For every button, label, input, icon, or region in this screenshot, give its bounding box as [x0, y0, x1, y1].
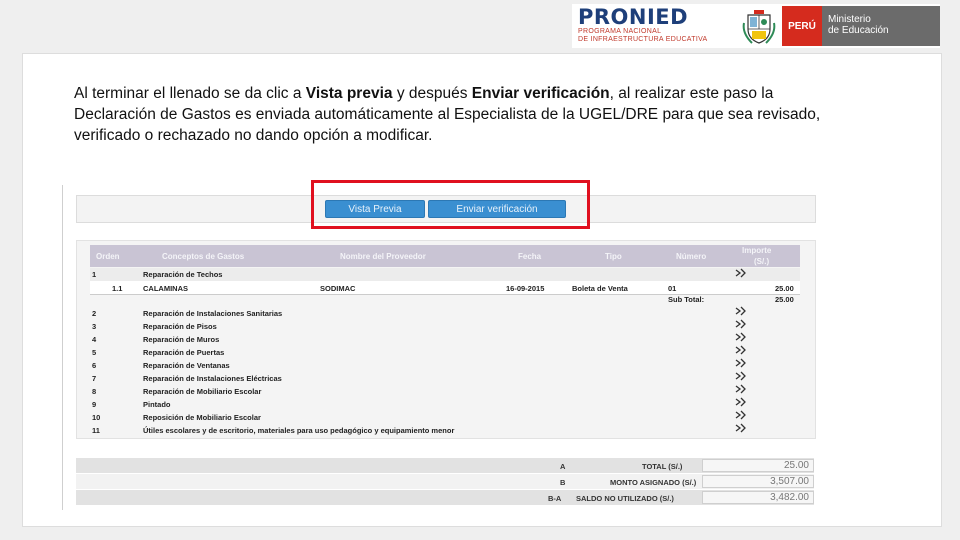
vista-previa-button[interactable]: Vista Previa: [325, 200, 425, 218]
row-orden: 10: [92, 413, 101, 422]
row-concepto: Pintado: [143, 400, 171, 409]
balance-value-field[interactable]: 3,482.00: [702, 491, 814, 504]
add-expense-icon[interactable]: [734, 268, 748, 278]
add-expense-icon[interactable]: [734, 306, 748, 316]
enviar-verificacion-button[interactable]: Enviar verificación: [428, 200, 566, 218]
instruction-part-3: , al realizar este paso la Declaración de Gastos es enviada automáticamente al Especialista de la UGEL/DRE para que sea revisado, verificado o rechazado no dando opción a modificar.: [74, 85, 821, 144]
add-expense-icon[interactable]: [734, 371, 748, 381]
assigned-label: MONTO ASIGNADO (S/.): [610, 478, 697, 487]
row-orden: 5: [92, 348, 97, 357]
header-numero: Número: [676, 252, 707, 261]
row-concepto: Reparación de Mobiliario Escolar: [143, 387, 262, 396]
logo-bar: [572, 4, 940, 48]
row-concepto: Reparación de Muros: [143, 335, 220, 344]
detail-proveedor: SODIMAC: [320, 284, 356, 293]
row-orden: 6: [92, 361, 97, 370]
detail-row: [90, 281, 800, 295]
detail-tipo: Boleta de Venta: [572, 284, 628, 293]
total-letter: A: [560, 462, 566, 471]
enviar-verificacion-emphasis: Enviar verificación: [471, 85, 610, 102]
total-value-field[interactable]: 25.00: [702, 459, 814, 472]
row-concepto: Útiles escolares y de escritorio, materiales para uso pedagógico y equipamiento menor: [143, 426, 455, 435]
header-proveedor: Nombre del Proveedor: [340, 252, 426, 261]
row-orden: 7: [92, 374, 97, 383]
subtotal-value: 25.00: [775, 295, 794, 304]
detail-importe: 25.00: [775, 284, 794, 293]
row-orden: 2: [92, 309, 97, 318]
instruction-text: [74, 83, 834, 146]
pronied-subtitle-2: DE INFRAESTRUCTURA EDUCATIVA: [578, 36, 708, 43]
balance-label: SALDO NO UTILIZADO (S/.): [576, 494, 674, 503]
row-concepto: Reposición de Mobiliario Escolar: [143, 413, 261, 422]
row-concepto: Reparación de Pisos: [143, 322, 217, 331]
row-orden: 1: [92, 270, 97, 279]
row-orden: 8: [92, 387, 97, 396]
assigned-value-field[interactable]: 3,507.00: [702, 475, 814, 488]
add-expense-icon[interactable]: [734, 397, 748, 407]
peru-label: PERÚ: [782, 6, 822, 46]
row-orden: 3: [92, 322, 97, 331]
add-expense-icon[interactable]: [734, 423, 748, 433]
row-orden: 9: [92, 400, 97, 409]
pronied-subtitle-1: PROGRAMA NACIONAL: [578, 28, 662, 35]
add-expense-icon[interactable]: [734, 332, 748, 342]
ministry-line-1: Ministerio: [828, 14, 871, 25]
highlight-box: [311, 180, 590, 229]
subtotal-label: Sub Total:: [668, 295, 705, 304]
ministry-line-2: de Educación: [828, 25, 889, 36]
ministry-label: [822, 6, 940, 46]
add-expense-icon[interactable]: [734, 345, 748, 355]
total-label: TOTAL (S/.): [642, 462, 683, 471]
peru-coat-of-arms-icon: [742, 9, 776, 45]
header-tipo: Tipo: [605, 252, 622, 261]
row-concepto: Reparación de Instalaciones Sanitarias: [143, 309, 283, 318]
pronied-brand: PRONIED: [578, 5, 689, 29]
vista-previa-emphasis: Vista previa: [305, 85, 393, 102]
detail-fecha: 16-09-2015: [506, 284, 545, 293]
header-fecha: Fecha: [518, 252, 542, 261]
detail-concepto: CALAMINAS: [143, 284, 188, 293]
row-concepto: Reparación de Instalaciones Eléctricas: [143, 374, 282, 383]
assigned-letter: B: [560, 478, 566, 487]
row-orden: 4: [92, 335, 97, 344]
detail-orden: 1.1: [112, 284, 123, 293]
add-expense-icon[interactable]: [734, 384, 748, 394]
instruction-part-1: Al terminar el llenado se da clic a: [74, 85, 306, 102]
row-orden: 11: [92, 426, 100, 435]
header-importe-unit: (S/.): [754, 257, 770, 266]
header-orden: Orden: [96, 252, 120, 261]
instruction-part-2: y después: [392, 85, 472, 102]
detail-numero: 01: [668, 284, 677, 293]
add-expense-icon[interactable]: [734, 319, 748, 329]
header-importe: Importe: [742, 246, 772, 255]
row-concepto: Reparación de Techos: [143, 270, 223, 279]
add-expense-icon[interactable]: [734, 410, 748, 420]
row-concepto: Reparación de Puertas: [143, 348, 225, 357]
pronied-logo: [578, 6, 728, 46]
add-expense-icon[interactable]: [734, 358, 748, 368]
balance-letter: B-A: [548, 494, 562, 503]
header-conceptos: Conceptos de Gastos: [162, 252, 245, 261]
row-concepto: Reparación de Ventanas: [143, 361, 230, 370]
